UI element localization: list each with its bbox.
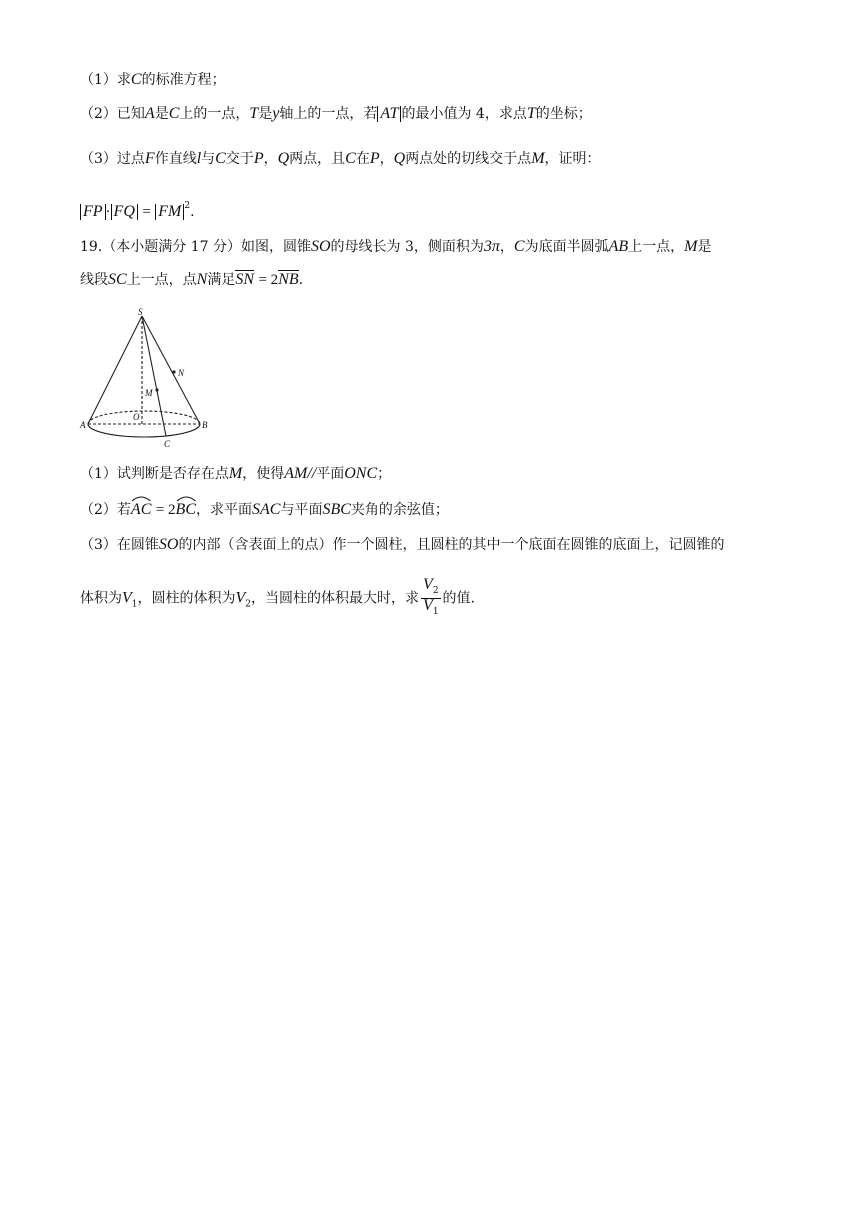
math-var: M (228, 465, 243, 482)
text: 的内部（含表面上的点）作一个圆柱，且圆柱的其中一个底面在圆锥的底面上，记圆锥的 (178, 537, 725, 553)
question-number: 19. (80, 239, 103, 255)
q18-part3-formula (80, 196, 790, 222)
part-number: （1） (80, 466, 117, 482)
operator: = (142, 204, 151, 220)
math-var: SO (310, 238, 331, 255)
q19-part3-line2 (80, 578, 790, 619)
math-var: SBC (322, 501, 351, 518)
label-M: M (145, 388, 153, 398)
math-var: T (526, 105, 536, 122)
operator: · (105, 204, 111, 220)
text: 若 (116, 502, 131, 518)
abs-value-FP: FP (80, 204, 106, 220)
arc-mark (176, 495, 196, 502)
point-M (155, 388, 158, 391)
arc-AC (131, 500, 151, 520)
vector-NB: NB (278, 271, 299, 288)
text: ； (377, 466, 392, 482)
text: ， (499, 239, 514, 255)
math-var: C (513, 238, 525, 255)
text: ， (263, 151, 278, 167)
subscript: 1 (131, 599, 138, 610)
fraction-numerator (421, 578, 441, 599)
abs-value-AT: AT (377, 106, 401, 122)
line-SA (88, 316, 142, 424)
text: 满足 (207, 272, 236, 288)
math-var: M (531, 150, 545, 167)
math-var: V (235, 589, 246, 607)
math-var: A (144, 105, 155, 122)
text: ，证明： (544, 151, 601, 167)
text: 是 (697, 239, 712, 255)
text: 在 (355, 151, 370, 167)
math-var: N (196, 271, 208, 288)
q19-part1 (80, 464, 790, 484)
math-var: y (272, 105, 280, 122)
part-number: （2） (80, 502, 117, 518)
q18-part3 (80, 149, 790, 169)
math-var: V (423, 576, 433, 593)
q19-intro-line2 (80, 270, 790, 290)
text: 作直线 (154, 151, 197, 167)
label-C: C (164, 439, 171, 449)
fraction-denominator (421, 599, 441, 619)
text: ，使得 (242, 466, 285, 482)
arc-mark (131, 495, 151, 502)
text: ，圆柱的体积为 (137, 590, 236, 607)
text: 过点 (116, 151, 145, 167)
abs-value-FM: FM (155, 204, 184, 220)
text: 上一点， (628, 239, 685, 255)
text: 已知 (116, 106, 145, 122)
label-N: N (178, 368, 185, 378)
text: ，求平面 (196, 502, 252, 518)
cone-diagram (78, 306, 210, 454)
cone-figure (78, 306, 210, 454)
parallel-symbol: // (307, 465, 317, 482)
operator: = 2 (258, 272, 279, 288)
text: 夹角的余弦值； (350, 502, 449, 518)
label-S: S (138, 307, 143, 317)
text: 体积为 (80, 590, 122, 607)
text: （本小题满分 17 分）如图，圆锥 (102, 239, 311, 255)
label-A: A (80, 420, 86, 430)
part-number: （2） (80, 106, 117, 122)
math-var: P (253, 150, 264, 167)
math-var: l (196, 150, 202, 167)
math-var: F (144, 150, 155, 167)
text: 与 (201, 151, 216, 167)
text: 两点处的切线交于点 (405, 151, 532, 167)
label-O: O (133, 412, 140, 422)
label-B: B (202, 420, 208, 430)
math-var: SAC (252, 501, 281, 518)
q19-part3 (80, 535, 790, 555)
math-var: C (168, 105, 180, 122)
math-var: C (215, 150, 226, 167)
text: 线段 (80, 272, 108, 288)
text: . (190, 204, 195, 220)
q18-part2 (80, 104, 790, 124)
text: 的值. (442, 590, 475, 607)
base-front-arc (88, 424, 200, 437)
text: 的标准方程； (141, 72, 226, 88)
text: 轴上的一点，若 (279, 106, 378, 122)
text: 交于 (225, 151, 254, 167)
abs-value-FQ: FQ (111, 204, 138, 220)
text: 上的一点， (179, 106, 250, 122)
math-var: V (423, 597, 433, 614)
math-var: C (130, 71, 142, 88)
line-SB (142, 316, 200, 424)
fraction-V2-over-V1 (421, 578, 441, 619)
math-var: SC (108, 271, 127, 288)
text: 试判断是否存在点 (116, 466, 229, 482)
text: 求 (116, 72, 131, 88)
text: . (298, 272, 304, 288)
vector-SN: SN (235, 271, 255, 288)
subscript: 1 (432, 607, 439, 617)
text: ， (379, 151, 394, 167)
math-var: BC (175, 501, 196, 518)
operator: = 2 (155, 502, 176, 518)
text: 是 (258, 106, 273, 122)
math-var: P (369, 150, 380, 167)
text: 为底面半圆弧 (524, 239, 609, 255)
q19-intro-line1 (80, 237, 790, 257)
subscript: 2 (245, 599, 252, 610)
q19-part2 (80, 500, 790, 520)
text: 的坐标； (535, 106, 592, 122)
text: 的母线长为 3，侧面积为 (330, 239, 484, 255)
part-number: （3） (80, 151, 117, 167)
math-expr: 3π (483, 238, 500, 255)
math-var: ONC (344, 465, 378, 482)
math-var: Q (277, 150, 290, 167)
text: 上一点，点 (126, 272, 197, 288)
point-N (172, 370, 175, 373)
base-back-arc (88, 411, 200, 424)
text: 与平面 (280, 502, 323, 518)
text: 在圆锥 (116, 537, 159, 553)
math-var: AC (130, 501, 152, 518)
math-var: AM (284, 465, 308, 482)
math-var: T (249, 105, 259, 122)
exponent: 2 (184, 201, 191, 211)
line-SC (142, 316, 166, 436)
text: 是 (154, 106, 169, 122)
math-var: M (684, 238, 698, 255)
q18-part1 (80, 70, 790, 90)
text: ，当圆柱的体积最大时，求 (251, 590, 420, 607)
math-var: Q (393, 150, 406, 167)
math-var: V (122, 589, 132, 607)
text: 两点，且 (289, 151, 346, 167)
arc-BC (176, 500, 196, 520)
subscript: 2 (432, 586, 439, 596)
math-var: AB (608, 238, 629, 255)
math-var: SO (158, 536, 179, 553)
part-number: （1） (80, 72, 117, 88)
part-number: （3） (80, 537, 117, 553)
text: 平面 (316, 466, 345, 482)
text: 的最小值为 4，求点 (401, 106, 527, 122)
math-var: C (345, 150, 356, 167)
